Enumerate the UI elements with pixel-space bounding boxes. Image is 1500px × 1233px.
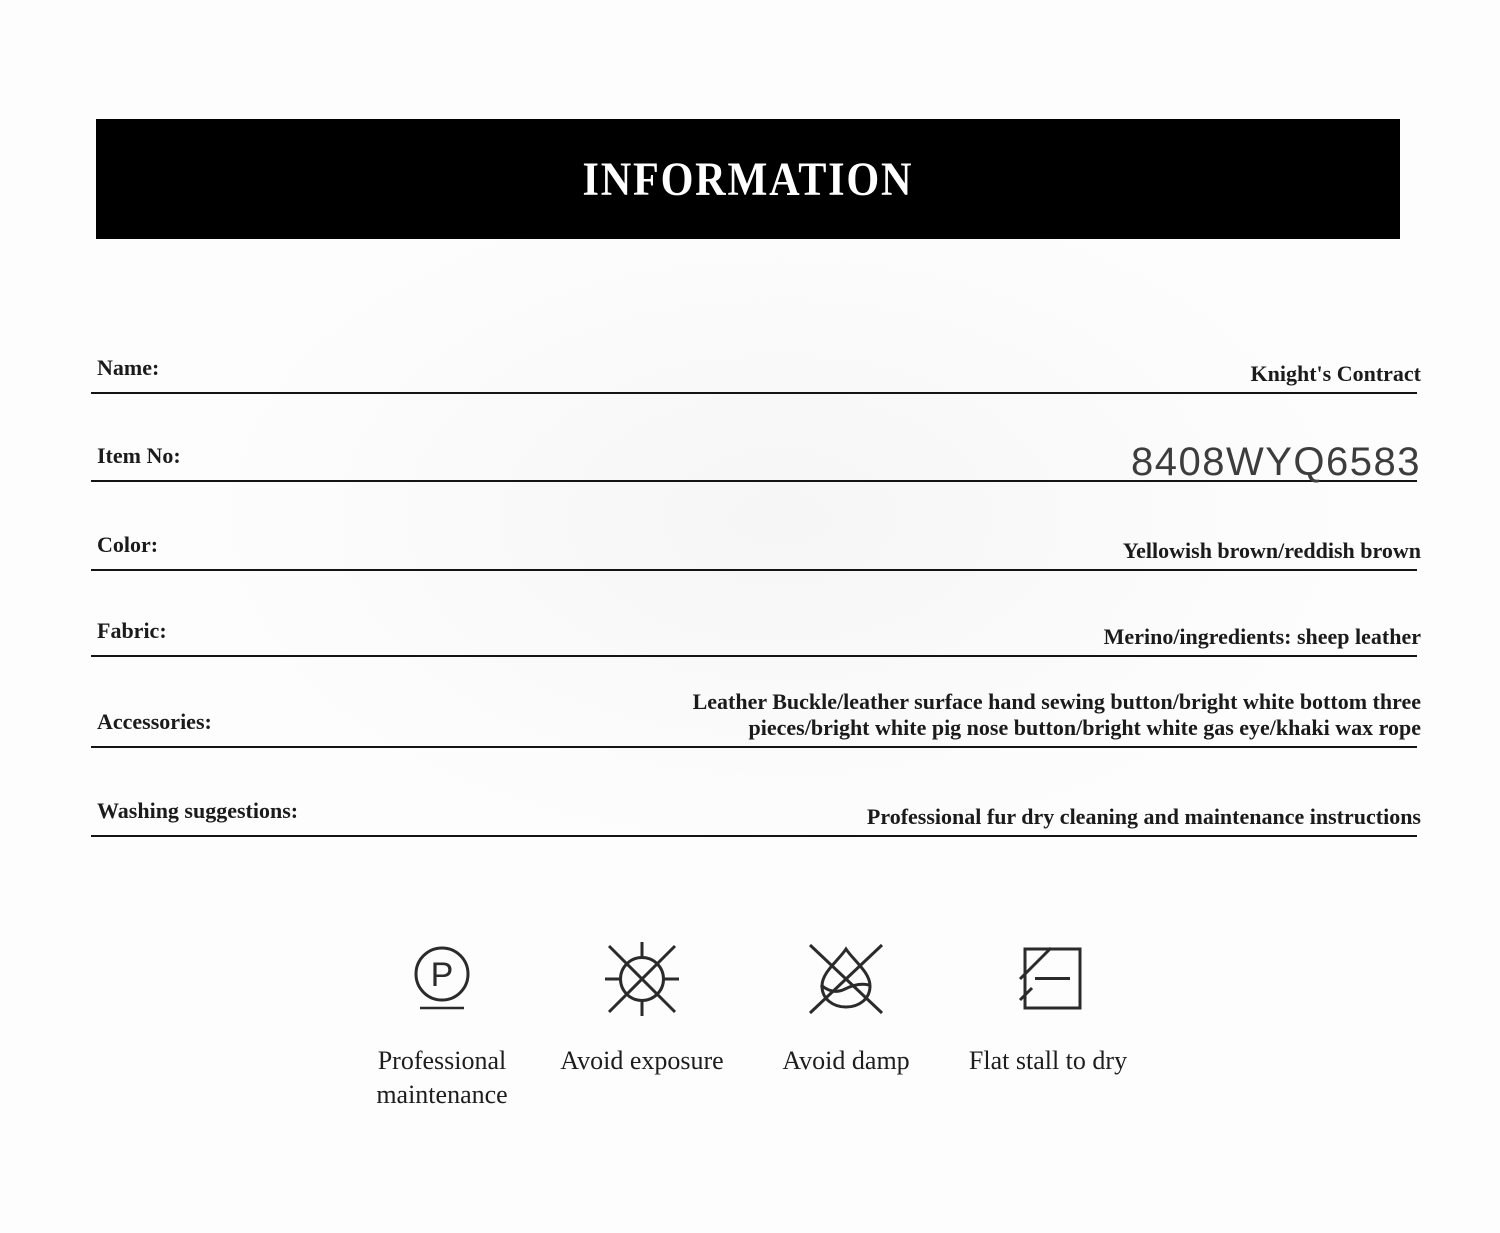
care-item-flat-dry: [943, 938, 1153, 1078]
info-value-item-no: 8408WYQ6583: [1130, 440, 1421, 484]
care-item-avoid-damp: [741, 938, 951, 1078]
care-symbols-row: [0, 938, 1500, 1148]
info-row-fabric: [91, 571, 1421, 657]
letter-p-glyph: P: [430, 956, 454, 994]
care-label-avoid-exposure: Avoid exposure: [560, 1046, 724, 1075]
info-label-accessories: Accessories:: [97, 709, 212, 734]
info-label-item-no: Item No:: [97, 443, 181, 468]
information-banner: [96, 119, 1400, 239]
product-info-table: [91, 306, 1421, 837]
info-label-fabric: Fabric:: [97, 618, 167, 643]
info-row-color: [91, 482, 1421, 571]
care-label-avoid-damp: Avoid damp: [782, 1046, 910, 1075]
info-value-name: Knight's Contract: [1250, 361, 1421, 386]
info-label-washing: Washing suggestions:: [97, 798, 299, 823]
page-title: INFORMATION: [582, 152, 914, 206]
care-label-professional-maintenance: Professional maintenance: [376, 1046, 508, 1109]
avoid-damp-icon: [741, 938, 951, 1020]
professional-maintenance-icon: [337, 938, 547, 1020]
flat-dry-icon: [943, 938, 1153, 1020]
info-label-color: Color:: [97, 532, 159, 557]
info-row-item-no: [91, 394, 1421, 484]
info-row-accessories: [91, 657, 1421, 748]
info-value-color: Yellowish brown/reddish brown: [1122, 538, 1421, 563]
care-label-flat-dry: Flat stall to dry: [968, 1046, 1128, 1075]
info-value-washing: Professional fur dry cleaning and maintenance instructions: [866, 804, 1421, 829]
info-value-fabric: Merino/ingredients: sheep leather: [1103, 624, 1421, 649]
info-value-accessories: Leather Buckle/leather surface hand sewing button/bright white bottom three pieces/bright white pig nose button/bright white gas eye/khaki wax rope: [692, 689, 1421, 740]
info-row-name: [91, 306, 1421, 394]
care-item-avoid-exposure: [537, 938, 747, 1078]
avoid-exposure-icon: [537, 938, 747, 1020]
info-row-washing: [91, 748, 1421, 837]
care-item-professional-maintenance: [337, 938, 547, 1112]
info-label-name: Name:: [97, 355, 160, 380]
